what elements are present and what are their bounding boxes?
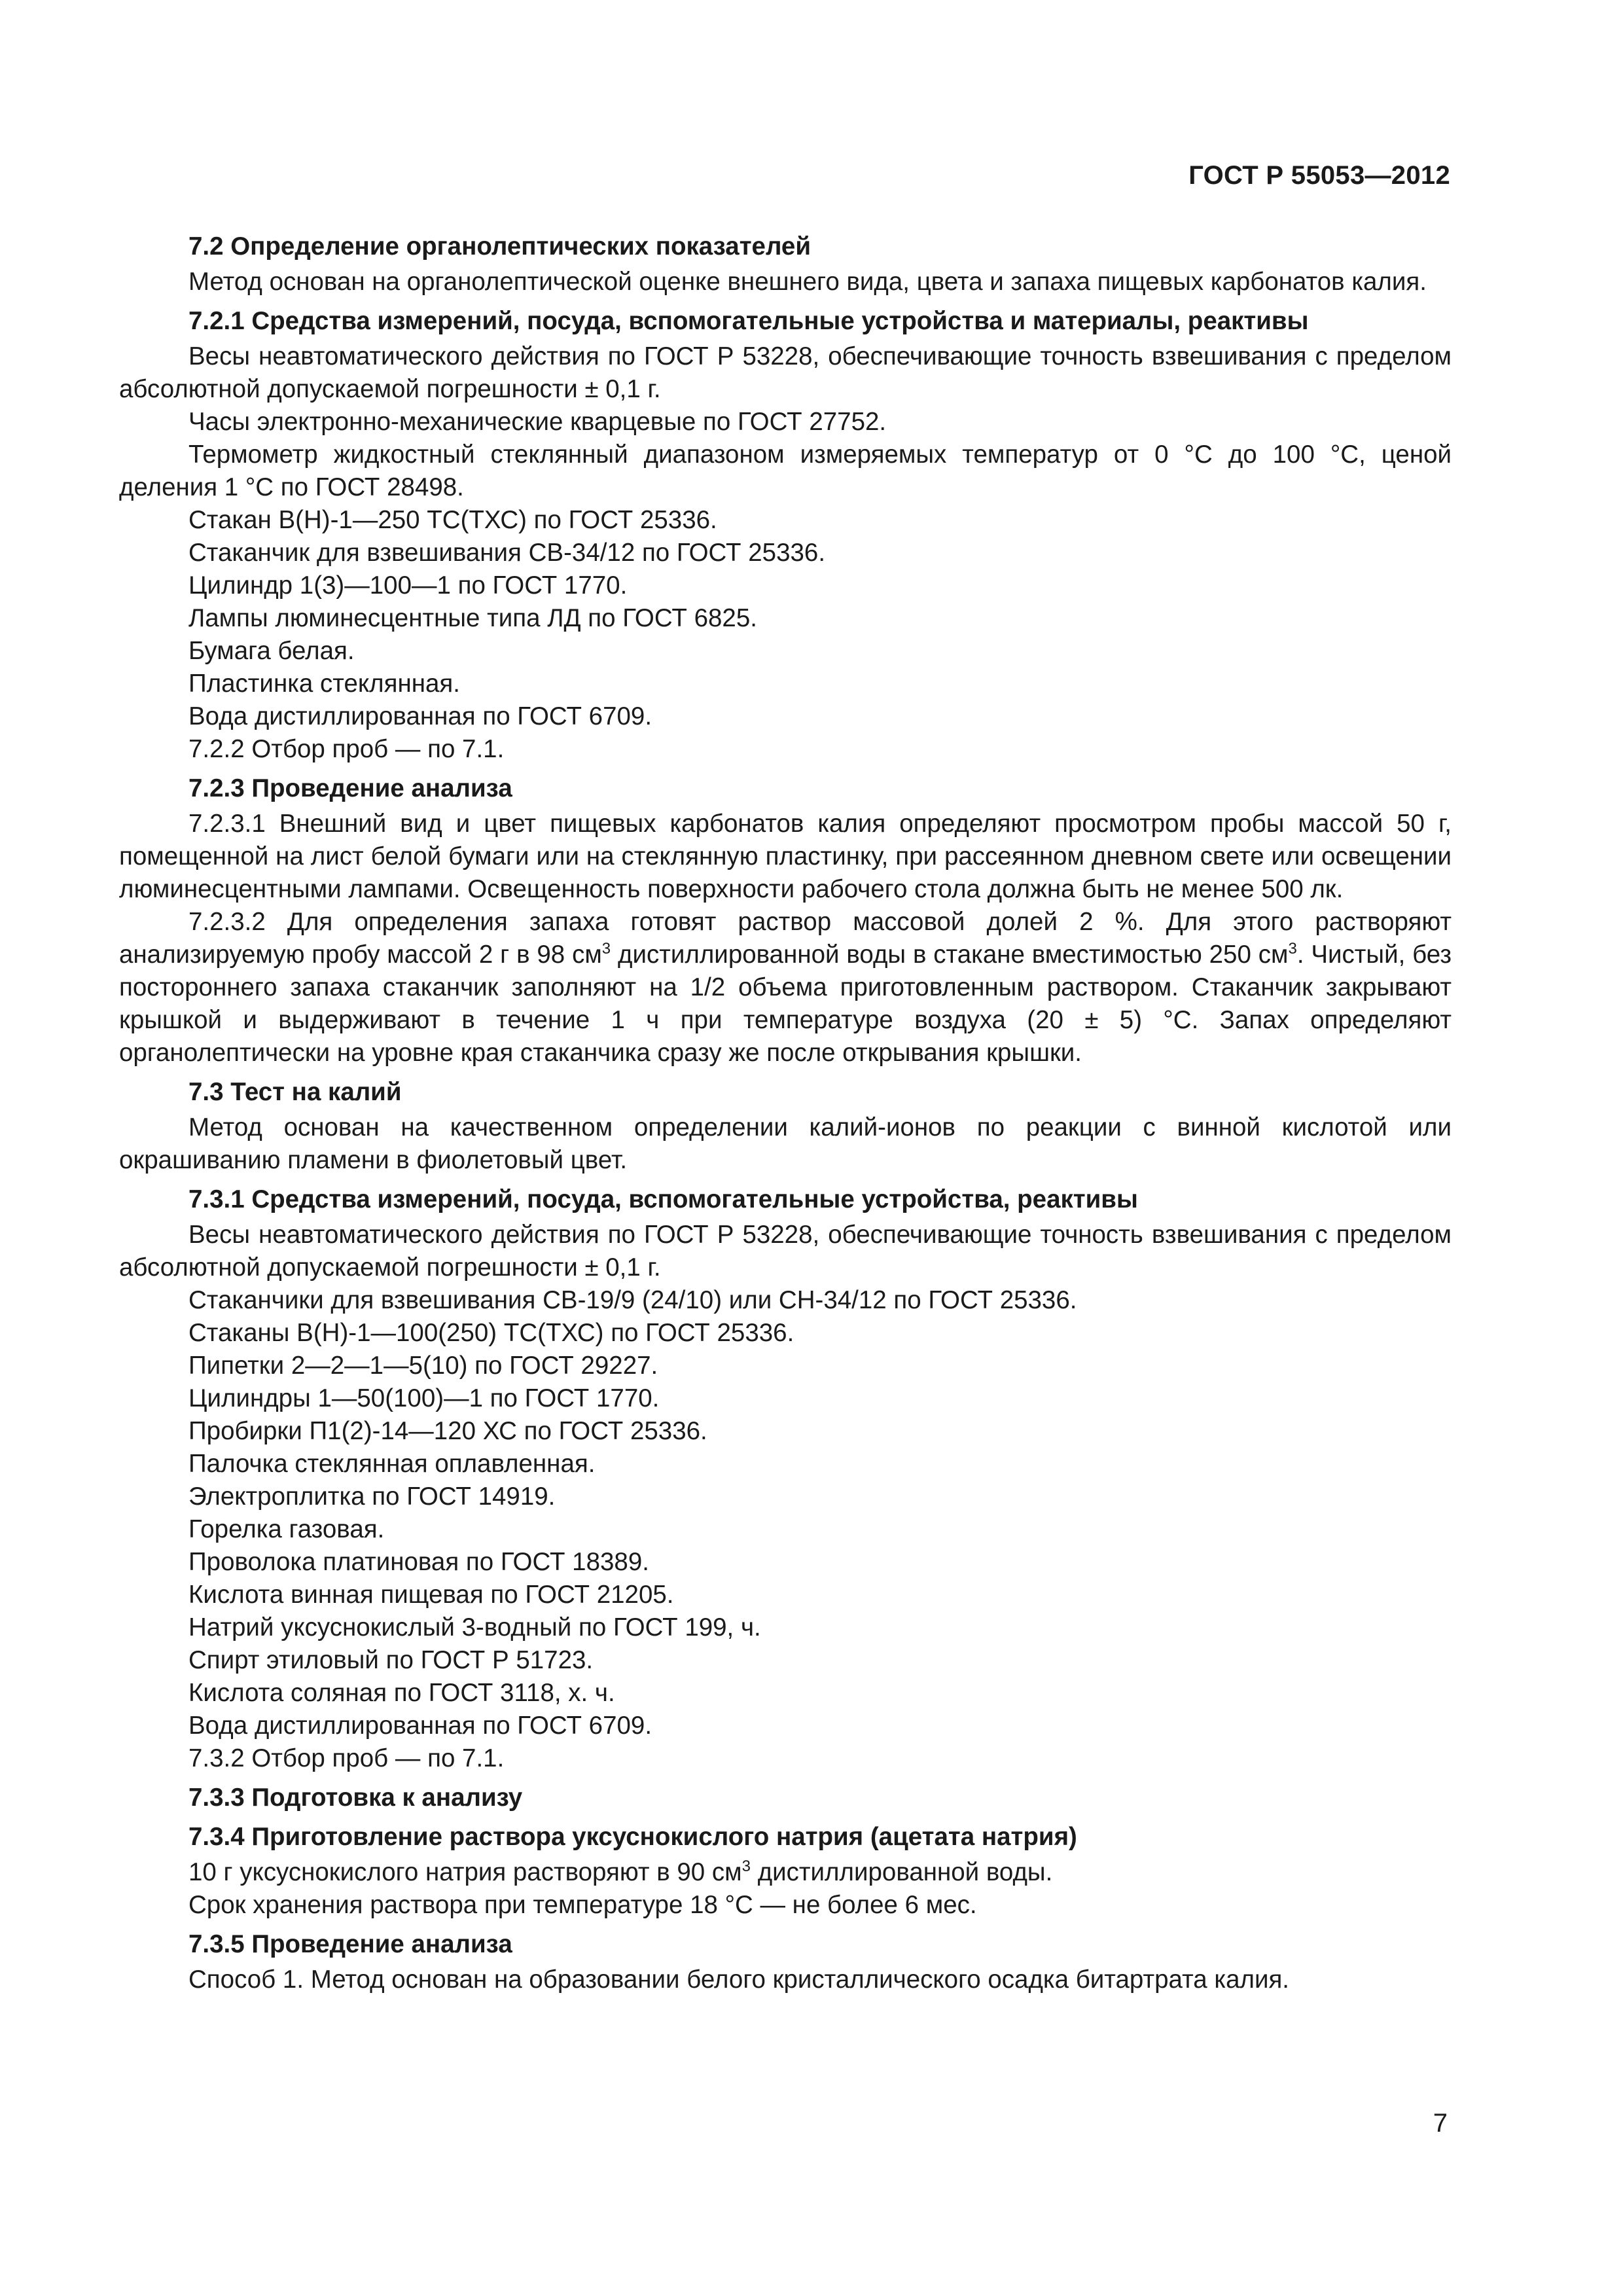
paragraph: Метод основан на органолептической оценке внешнего вида, цвета и запаха пищевых карбонатов калия. [188,268,1427,296]
superscript: 3 [741,1857,751,1876]
list-line: Способ 1. Метод основан на образовании белого кристаллического осадка битартрата калия. [188,1965,1290,1994]
standard-number: ГОСТ Р 55053—2012 [1188,161,1450,190]
text-span: 10 г уксуснокислого натрия растворяют в 90 см [188,1858,742,1886]
list-line: Пластинка стеклянная. [188,670,460,698]
section-heading: 7.3.3 Подготовка к анализу [188,1784,523,1812]
list-line: Кислота винная пищевая по ГОСТ 21205. [188,1581,674,1609]
list-line: Проволока платиновая по ГОСТ 18389. [188,1548,649,1576]
list-line: Электроплитка по ГОСТ 14919. [188,1482,556,1511]
paragraph [119,1856,1452,1889]
list-line: Натрий уксуснокислый 3-водный по ГОСТ 199, ч. [188,1613,761,1641]
paragraph: Весы неавтоматического действия по ГОСТ Р 53228, обеспечивающие точность взвешивания с пределом абсолютной допускаемой погрешности ± 0,1 г. [119,1221,1452,1282]
section-heading: 7.2 Определение органолептических показателей [188,232,811,260]
text-span: . Чистый, без постороннего запаха стаканчик заполняют на 1/2 объема приготовленным раствором. Стаканчик закрывают крышкой и выдерживают в течение 1 ч при температуре воздуха (20 ± 5) °С. Запах определяют органолептически на уровне края стаканчика сразу же после открывания крышки. [119,941,1452,1067]
list-line: Бумага белая. [188,637,355,665]
section-heading: 7.3.5 Проведение анализа [188,1930,512,1958]
list-line: Кислота соляная по ГОСТ 3118, х. ч. [188,1679,615,1707]
text-span: дистиллированной воды. [751,1858,1053,1886]
paragraph: Весы неавтоматического действия по ГОСТ Р 53228, обеспечивающие точность взвешивания с пределом абсолютной допускаемой погрешности ± 0,1 г. [119,342,1452,403]
paragraph: 7.2.3.1 Внешний вид и цвет пищевых карбонатов калия определяют просмотром пробы массой 50 г, помещенной на лист белой бумаги или на стеклянную пластинку, при рассеянном дневном свете или освещении люминесцентными лампами. Освещенность поверхности рабочего стола должна быть не менее 500 лк. [119,810,1452,903]
paragraph [119,906,1452,1069]
list-line: Горелка газовая. [188,1515,385,1543]
paragraph: Термометр жидкостный стеклянный диапазоном измеряемых температур от 0 °С до 100 °С, ценой деления 1 °С по ГОСТ 28498. [119,440,1452,501]
list-line: Спирт этиловый по ГОСТ Р 51723. [188,1646,594,1674]
list-line: Вода дистиллированная по ГОСТ 6709. [188,1712,652,1740]
text-span: дистиллированной воды в стакане вместимостью 250 см [611,941,1289,969]
section-heading: 7.2.1 Средства измерений, посуда, вспомогательные устройства и материалы, реактивы [188,307,1309,335]
superscript: 3 [601,940,611,958]
superscript: 3 [1288,940,1297,958]
section-heading: 7.3.1 Средства измерений, посуда, вспомогательные устройства, реактивы [188,1185,1138,1213]
list-line: Палочка стеклянная оплавленная. [188,1450,596,1478]
list-line: Цилиндр 1(3)—100—1 по ГОСТ 1770. [188,571,628,600]
list-line: Пробирки П1(2)-14—120 ХС по ГОСТ 25336. [188,1417,707,1445]
list-line: Часы электронно-механические кварцевые по ГОСТ 27752. [188,408,887,436]
list-line: Стаканы В(Н)-1—100(250) ТС(ТХС) по ГОСТ 25336. [188,1319,794,1347]
text-span: 7.2.3.2 Для определения запаха готовят раствор массовой долей 2 %. Для этого растворяют анализируемую пробу массой 2 г в 98 см [119,908,1452,969]
list-line: Вода дистиллированная по ГОСТ 6709. [188,702,652,730]
list-line: Пипетки 2—2—1—5(10) по ГОСТ 29227. [188,1352,658,1380]
list-line: Цилиндры 1—50(100)—1 по ГОСТ 1770. [188,1384,660,1412]
list-line: Стакан В(Н)-1—250 ТС(ТХС) по ГОСТ 25336. [188,506,717,534]
section-heading: 7.2.3 Проведение анализа [188,774,512,802]
document-body [119,230,1452,1996]
list-line: Лампы люминесцентные типа ЛД по ГОСТ 6825. [188,604,757,632]
page-number: 7 [1433,2109,1448,2138]
list-line: Стаканчик для взвешивания СВ-34/12 по ГОСТ 25336. [188,539,826,567]
section-heading: 7.3.4 Приготовление раствора уксуснокислого натрия (ацетата натрия) [188,1823,1077,1851]
list-line: 7.3.2 Отбор проб — по 7.1. [188,1744,505,1772]
list-line: Стаканчики для взвешивания СВ-19/9 (24/10) или СН-34/12 по ГОСТ 25336. [188,1286,1077,1314]
section-heading: 7.3 Тест на калий [188,1078,402,1106]
list-line: 7.2.2 Отбор проб — по 7.1. [188,735,505,763]
paragraph: Метод основан на качественном определении калий-ионов по реакции с винной кислотой или окрашиванию пламени в фиолетовый цвет. [119,1113,1452,1174]
list-line: Срок хранения раствора при температуре 18 °С — не более 6 мес. [188,1891,977,1919]
